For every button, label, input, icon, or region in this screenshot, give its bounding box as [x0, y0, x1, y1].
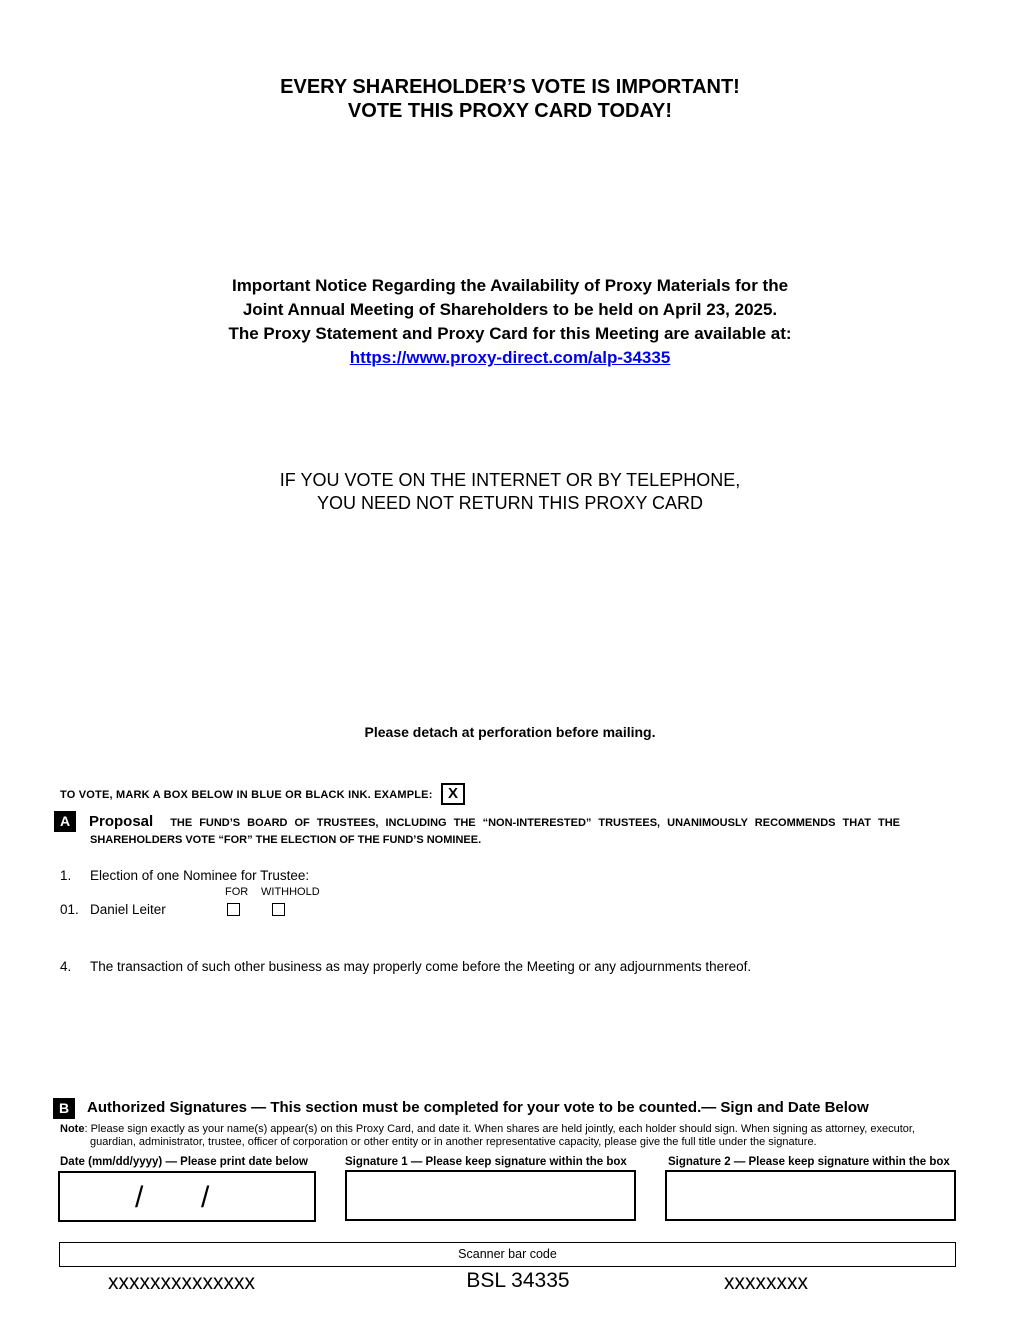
date-separator-1: /	[135, 1181, 144, 1214]
item-4-text: The transaction of such other business as may properly come before the Meeting or any adjournments thereof.	[90, 959, 752, 974]
column-for-label: FOR	[225, 886, 249, 898]
scanner-bar-code-box: Scanner bar code	[59, 1242, 956, 1267]
notice-line-1: Important Notice Regarding the Availability of Proxy Materials for the	[231, 276, 789, 295]
footer-center-code: BSL 34335	[466, 1269, 570, 1292]
signature-1-field[interactable]	[345, 1170, 636, 1221]
signature-1-label: Signature 1 — Please keep signature within the box	[345, 1156, 627, 1168]
signing-note	[60, 1123, 915, 1136]
footer-left-code: xxxxxxxxxxxxxx	[108, 1271, 255, 1294]
item-1-number: 1.	[60, 868, 72, 883]
proposal-header	[89, 813, 900, 831]
note-line-1: : Please sign exactly as your name(s) appear(s) on this Proxy Card, and date it. When shares are held jointly, each holder should sign. When signing as attorney, executor,	[84, 1123, 915, 1135]
signature-2-label: Signature 2 — Please keep signature within the box	[668, 1156, 950, 1168]
nominee-number: 01.	[60, 902, 79, 917]
signature-2-field[interactable]	[665, 1170, 956, 1221]
date-field[interactable]	[58, 1171, 316, 1222]
signatures-heading: Authorized Signatures — This section must be completed for your vote to be counted.— Sign and Date Below	[87, 1099, 869, 1116]
date-label: Date (mm/dd/yyyy) — Please print date below	[60, 1156, 308, 1168]
withhold-checkbox[interactable]	[272, 903, 285, 916]
example-marked-box: X	[441, 783, 465, 805]
vote-instructions-text: TO VOTE, MARK A BOX BELOW IN BLUE OR BLACK INK. EXAMPLE:	[60, 789, 433, 802]
footer-right-code: xxxxxxxx	[724, 1271, 808, 1294]
proposal-text-line-1: THE FUND’S BOARD OF TRUSTEES, INCLUDING THE “NON-INTERESTED” TRUSTEES, UNANIMOUSLY RECOMMENDS THAT THE	[170, 817, 900, 829]
section-b-badge: B	[53, 1098, 75, 1119]
column-withhold-label: WITHHOLD	[261, 886, 320, 898]
item-1-text: Election of one Nominee for Trustee:	[90, 868, 310, 883]
notice-line-3: The Proxy Statement and Proxy Card for this Meeting are available at:	[228, 324, 792, 343]
section-a-badge: A	[54, 811, 76, 832]
item-4-number: 4.	[60, 959, 72, 974]
note-line-2: guardian, administrator, trustee, officer of corporation or other entity or in another representative capacity, please give the full title under the signature.	[90, 1136, 817, 1148]
detach-instruction: Please detach at perforation before mailing.	[364, 724, 656, 740]
proposal-title: Proposal	[89, 813, 154, 830]
proxy-materials-link[interactable]: https://www.proxy-direct.com/alp-34335	[349, 348, 671, 367]
internet-notice-line-2: YOU NEED NOT RETURN THIS PROXY CARD	[316, 493, 704, 513]
proposal-text-line-2: SHAREHOLDERS VOTE “FOR” THE ELECTION OF THE FUND’S NOMINEE.	[90, 834, 482, 846]
note-label: Note	[60, 1123, 85, 1135]
date-separator-2: /	[201, 1181, 210, 1214]
nominee-name: Daniel Leiter	[90, 902, 166, 917]
header-line-2: VOTE THIS PROXY CARD TODAY!	[347, 100, 673, 122]
notice-line-2: Joint Annual Meeting of Shareholders to be held on April 23, 2025.	[242, 300, 778, 319]
vote-instructions	[60, 783, 465, 805]
for-checkbox[interactable]	[227, 903, 240, 916]
internet-notice-line-1: IF YOU VOTE ON THE INTERNET OR BY TELEPHONE,	[279, 470, 741, 490]
header-line-1: EVERY SHAREHOLDER’S VOTE IS IMPORTANT!	[280, 76, 740, 98]
